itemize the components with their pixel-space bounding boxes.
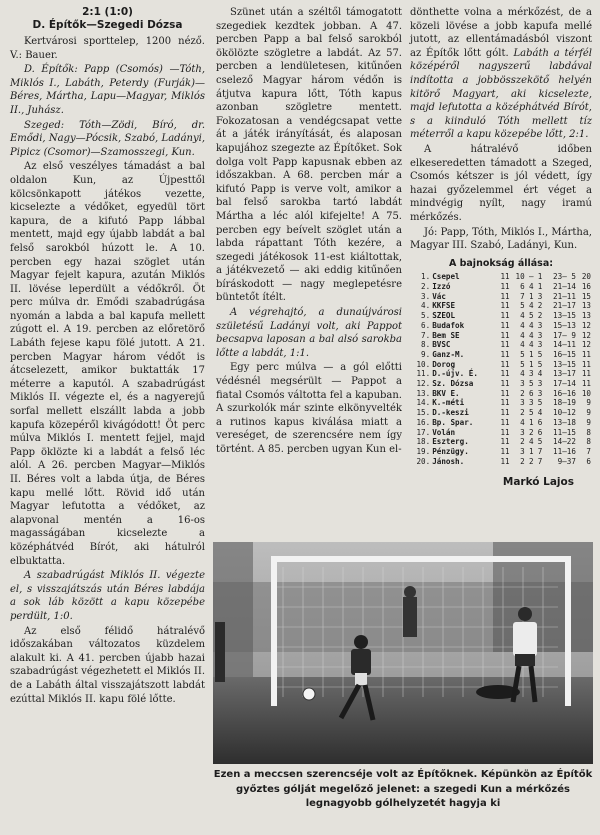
standings-played: 11 [500, 379, 510, 389]
standings-team: Bem SE [432, 330, 460, 340]
standings-points: 9 [586, 417, 591, 427]
standings-drawn: 4 [528, 437, 534, 447]
standings-lost: 1 [537, 272, 543, 282]
match-photo [213, 542, 593, 764]
standings-drawn: 1 [528, 291, 534, 301]
standings-won: 3 [520, 398, 525, 408]
standings-played: 11 [500, 456, 510, 466]
table-row [410, 301, 592, 311]
standings-won: 4 [520, 320, 525, 330]
article-paragraph: Az első veszélyes támadást a bal oldalon Kun, az Újpesttől kölcsönkapott játékos vezette, kicselezte a védőket, egyedül tört kapura, de a kifutó Papp lábbal mentett, majd egy újabb labdát a bal felső sarokból húzott le. A 10. percben egy hazai szöglet után Magyar fejelt kapura, azután Miklós II. lövése leperdült a védőkről. Öt perc múlva dr. Emődi szabadrúgása nyomán a labda a bal kapufa mellett zúgott el. A 19. percben az előretörő Labáth fejese kapu fölé jutott. A 21. percben Magyar három védőt is átcselezett, amikor buktatták 17 méterre a kaputól. A szabadrúgást Miklós II. végezte el, és a nagyerejű sorfal mellett elszállt labda a jobb kapufa közepéről kivágódott! Öt perc múlva Miklós I. mentett fejjel, majd Papp öklözte ki a labdát a felső léc alól. A 26. percben Magyar—Miklós II. Béres volt a labda útja, de Béres kapu mellé lőtt. Rövid idő után Magyar lefutotta a védőket, az alapvonal mentén a 16-os magasságában kicselezte a középhátvéd Bírót, aki hátulról elbuktatta. [10, 161, 205, 567]
standings-table [410, 272, 592, 466]
standings-lost: 6 [537, 427, 543, 437]
standings-team: BKV E. [432, 388, 460, 398]
table-row [410, 379, 592, 389]
standings-lost: 4 [537, 369, 543, 379]
table-row [410, 428, 592, 438]
standings-goals: 11—16 [553, 446, 576, 456]
standings-points: 11 [581, 379, 591, 389]
standings-won: 2 [520, 456, 525, 466]
standings-pos: 11. [416, 369, 431, 379]
standings-lost: 7 [537, 446, 543, 456]
standings-drawn: — [528, 272, 534, 282]
standings-drawn: 6 [528, 388, 534, 398]
standings-team: Izzó [432, 281, 451, 291]
standings-pos: 8. [421, 340, 431, 350]
standings-lost: 3 [537, 379, 543, 389]
article-paragraph: Az első félidő hátralévő időszakában változatos küzdelem alakult ki. A 41. percben újabb hazai szabadrúgást végezhetett el Miklós II. de a Labáth által visszajátszott labdát ezúttal Miklós II. kapu fölé lőtte. [10, 625, 205, 705]
standings-team: D.-újv. É. [432, 369, 478, 379]
article-paragraph: Szünet után a széltől támogatott szegediek kezdtek jobban. A 47. percben Papp a bal felső sarokból ökölözte szögletre a labdát. Az 57. percben a lendületesen, kitűnően cselező Magyar három védőn is átjutva kapura lőtt, Tóth kapus azonban szögletre mentett. Fokozatosan a vendégcsapat vette át a játék irányítását, és alaposan kapujához szegezte az Építőket. Sok dolga volt Papp kapusnak ebben az időszakban. A 68. percben már a kifutó Papp is verve volt, amikor a bal felső sarokba tartó labdát Mártha a léc alól kifejelte! A 75. percben egy beívelt szöglet után a labda rápattant Tóth kezére, a szegedi játékosok 11-est kiáltottak, a játékvezető — aki eddig kitűnően bíráskodott — nagy meglepetésre büntetőt ítélt. [216, 7, 402, 304]
standings-won: 4 [520, 340, 525, 350]
standings-goals: 18—19 [553, 398, 576, 408]
standings-drawn: 4 [528, 320, 534, 330]
article-paragraph: D. Építők: Papp (Csomós) —Tóth, Miklós I., Labáth, Peterdy (Furják)—Béres, Mártha, Lapu—Magyar, Miklós II., Juhász. [10, 64, 205, 116]
standings-team: SZEOL [432, 311, 456, 321]
standings-lost: 5 [537, 349, 543, 359]
column-3-continuation [410, 6, 592, 142]
standings-lost: 3 [537, 388, 543, 398]
standings-points: 10 [581, 388, 591, 398]
standings-pos: 13. [416, 388, 431, 398]
standings-played: 11 [500, 388, 510, 398]
column-1 [10, 6, 205, 707]
standings-pos: 3. [421, 291, 431, 301]
standings-pos: 20. [416, 456, 431, 466]
article-paragraph: Szeged: Tóth—Zödi, Bíró, dr. Emődi, Nagy—Pócsik, Szabó, Ladányi, Pipicz (Csomor)—Szamosszegi, Kun. [10, 119, 205, 158]
standings-pos: 1. [421, 272, 431, 282]
standings-goals: 21—17 [553, 301, 576, 311]
article-paragraph: Jó: Papp, Tóth, Miklós I., Mártha, Magyar III. Szabó, Ladányi, Kun. [410, 226, 592, 252]
standings-goals: 17— 9 [553, 330, 576, 340]
standings-points: 12 [581, 340, 591, 350]
standings-won: 4 [520, 330, 525, 340]
standings-won: 2 [520, 437, 525, 447]
standings-points: 12 [581, 320, 591, 330]
standings-pos: 10. [416, 359, 431, 369]
standings-played: 11 [500, 446, 510, 456]
table-row [410, 331, 592, 341]
standings-goals: 21—14 [553, 281, 576, 291]
standings-points: 11 [581, 369, 591, 379]
standings-drawn: 4 [528, 281, 534, 291]
standings-title: A bajnokság állása: [448, 257, 554, 269]
standings-goals: 15—13 [553, 320, 576, 330]
column-3 [410, 6, 592, 490]
standings-drawn: 1 [528, 349, 534, 359]
standings-goals: 13—17 [553, 369, 576, 379]
standings-lost: 3 [537, 291, 543, 301]
standings-pos: 2. [421, 281, 431, 291]
standings-played: 11 [500, 301, 510, 311]
column-2-body [216, 6, 402, 457]
standings-drawn: 5 [528, 379, 534, 389]
standings-lost: 4 [537, 408, 543, 418]
standings-lost: 5 [537, 359, 543, 369]
standings-drawn: 1 [528, 446, 534, 456]
standings-pos: 15. [416, 408, 431, 418]
standings-played: 11 [500, 369, 510, 379]
standings-pos: 7. [421, 330, 431, 340]
article-paragraph: Kertvárosi sporttelep, 1200 néző. V.: Bauer. [10, 36, 205, 61]
table-row [410, 398, 592, 408]
standings-played: 11 [500, 291, 510, 301]
match-score: 2:1 (1:0) [82, 6, 133, 18]
standings-drawn: 3 [528, 398, 534, 408]
standings-lost: 6 [537, 417, 543, 427]
photo-caption: Ezen a meccsen szerencséje volt az Építőknek. Képünkön az Építők győztes gólját megelőző jelenet: a szegedi Kun a mérkőzés legnagyobb gólhelyzetét hagyja ki [213, 769, 593, 809]
standings-goals: 14—22 [553, 437, 576, 447]
match-teams: D. Építők—Szegedi Dózsa [32, 19, 183, 31]
standings-goals: 16—15 [553, 349, 576, 359]
standings-team: Pénzügy. [432, 446, 469, 456]
table-row [410, 360, 592, 370]
column-1-body [10, 35, 205, 706]
standings-team: Dorog [432, 359, 456, 369]
table-row [410, 369, 592, 379]
standings-played: 11 [500, 398, 510, 408]
table-row [410, 282, 592, 292]
standings-lost: 3 [537, 330, 543, 340]
standings-team: D.-keszi [432, 408, 469, 418]
standings-played: 11 [500, 320, 510, 330]
standings-won: 5 [520, 349, 525, 359]
table-row [410, 350, 592, 360]
standings-won: 3 [520, 379, 525, 389]
standings-points: 12 [581, 330, 591, 340]
continuation-goal: Labáth a térfél középéről nagyszerű labdával indította a jobbösszekötő helyén kitörő Magyart, aki kicselezte, majd lefutotta a középhátvéd Bírót, s a kiinduló Tóth mellett tíz méterről a kapu közepébe lőtt, 2:1. [410, 47, 592, 141]
standings-lost: 3 [537, 340, 543, 350]
standings-team: BVSC [432, 340, 451, 350]
article-paragraph: A szabadrúgást Miklós II. végezte el, s visszajátszás után Béres labdája a sok láb között a kapu közepébe perdült, 1:0. [10, 570, 205, 622]
standings-drawn: 1 [528, 359, 534, 369]
standings-played: 11 [500, 359, 510, 369]
table-row [410, 447, 592, 457]
standings-team: Ganz-M. [432, 349, 465, 359]
column-2 [216, 6, 402, 458]
standings-points: 15 [581, 291, 591, 301]
standings-played: 11 [500, 349, 510, 359]
standings-team: Bp. Spar. [432, 417, 474, 427]
author-byline: Markó Lajos [502, 476, 574, 489]
standings-won: 4 [520, 417, 525, 427]
standings-drawn: 5 [528, 311, 534, 321]
standings-team: Csepel [432, 272, 460, 282]
standings-points: 13 [581, 301, 591, 311]
standings-goals: 14—11 [553, 340, 576, 350]
table-row [410, 292, 592, 302]
standings-lost: 3 [537, 320, 543, 330]
standings-pos: 19. [416, 446, 431, 456]
standings-pos: 5. [421, 311, 431, 321]
table-row [410, 321, 592, 331]
standings-goals: 17—14 [553, 379, 576, 389]
article-paragraph: A végrehajtó, a dunaújvárosi születésű Ladányi volt, aki Pappot becsapva laposan a bal alsó sarokba lőtte a labdát, 1:1. [216, 307, 402, 359]
standings-won: 10 [515, 272, 525, 282]
standings-lost: 2 [537, 311, 543, 321]
standings-played: 11 [500, 281, 510, 291]
standings-points: 9 [586, 398, 591, 408]
match-photo-illustration [213, 542, 593, 764]
standings-drawn: 2 [528, 456, 534, 466]
standings-played: 11 [500, 330, 510, 340]
table-row [410, 408, 592, 418]
table-row [410, 340, 592, 350]
standings-drawn: 2 [528, 427, 534, 437]
article-paragraph: A hátralévő időben elkeseredetten támadott a Szeged, Csomós kétszer is jól védett, így hazai győzelemmel ért véget a mindvégig nyílt, nagy iramú mérkőzés. [410, 143, 592, 223]
standings-pos: 18. [416, 437, 431, 447]
standings-drawn: 3 [528, 369, 534, 379]
standings-pos: 16. [416, 417, 431, 427]
standings-pos: 9. [421, 349, 431, 359]
standings-points: 20 [581, 272, 591, 282]
continuation-lead: dönthette volna a mérkőzést, de a közeli lövése a jobb kapufa mellé jutott, az ellentámadásból viszont az Építők lőtt gólt. [410, 7, 592, 59]
standings-goals: 13—15 [553, 311, 576, 321]
standings-won: 7 [520, 291, 525, 301]
standings-lost: 5 [537, 398, 543, 408]
standings-drawn: 4 [528, 330, 534, 340]
table-row [410, 389, 592, 399]
standings-won: 2 [520, 408, 525, 418]
standings-team: Sz. Dózsa [432, 379, 474, 389]
standings-lost: 5 [537, 437, 543, 447]
standings-points: 9 [586, 408, 591, 418]
standings-lost: 1 [537, 281, 543, 291]
table-row [410, 437, 592, 447]
standings-goals: 16—16 [553, 388, 576, 398]
standings-goals: 11—15 [553, 427, 576, 437]
standings-goals: 13—15 [553, 359, 576, 369]
standings-played: 11 [500, 272, 510, 282]
standings-won: 5 [520, 301, 525, 311]
standings-pos: 12. [416, 379, 431, 389]
standings-lost: 7 [537, 456, 543, 466]
standings-pos: 4. [421, 301, 431, 311]
standings-won: 3 [520, 446, 525, 456]
standings-points: 11 [581, 349, 591, 359]
table-row [410, 311, 592, 321]
standings-won: 5 [520, 359, 525, 369]
standings-played: 11 [500, 340, 510, 350]
standings-team: K.-méti [432, 398, 465, 408]
table-row [410, 418, 592, 428]
standings-won: 4 [520, 311, 525, 321]
standings-drawn: 5 [528, 408, 534, 418]
standings-played: 11 [500, 408, 510, 418]
standings-team: Jánosh. [432, 456, 465, 466]
standings-points: 8 [586, 437, 591, 447]
standings-team: Vác [432, 291, 446, 301]
column-3-body [410, 143, 592, 253]
standings-lost: 2 [537, 301, 543, 311]
standings-goals: 13—18 [553, 417, 576, 427]
standings-goals: 10—12 [553, 408, 576, 418]
standings-pos: 14. [416, 398, 431, 408]
standings-goals: 23— 5 [553, 272, 576, 282]
standings-won: 3 [520, 427, 525, 437]
standings-points: 7 [586, 446, 591, 456]
standings-team: KKFSE [432, 301, 456, 311]
standings-points: 8 [586, 427, 591, 437]
standings-played: 11 [500, 311, 510, 321]
standings-played: 11 [500, 427, 510, 437]
standings-points: 16 [581, 281, 591, 291]
article-paragraph: Egy perc múlva — a gól előtti védésnél megsérült — Pappot a fiatal Csomós váltotta fel a kapuban. A szurkolók már szinte elkönyvelték a rutinos kapus kiválása miatt a vereséget, de szerencsére nem így történt. A 85. percben ugyan Kun el- [216, 362, 402, 455]
standings-goals: 21—11 [553, 291, 576, 301]
standings-drawn: 4 [528, 301, 534, 311]
table-row [410, 457, 592, 467]
standings-team: Budafok [432, 320, 465, 330]
table-row [410, 272, 592, 282]
standings-played: 11 [500, 417, 510, 427]
standings-points: 6 [586, 456, 591, 466]
standings-team: Volán [432, 427, 456, 437]
standings-won: 6 [520, 281, 525, 291]
standings-pos: 17. [416, 427, 431, 437]
standings-points: 13 [581, 311, 591, 321]
standings-won: 2 [520, 388, 525, 398]
standings-pos: 6. [421, 320, 431, 330]
standings-drawn: 1 [528, 417, 534, 427]
standings-goals: 9—37 [557, 456, 576, 466]
standings-played: 11 [500, 437, 510, 447]
standings-points: 11 [581, 359, 591, 369]
standings-team: Eszterg. [432, 437, 469, 447]
standings-won: 4 [520, 369, 525, 379]
standings-drawn: 4 [528, 340, 534, 350]
